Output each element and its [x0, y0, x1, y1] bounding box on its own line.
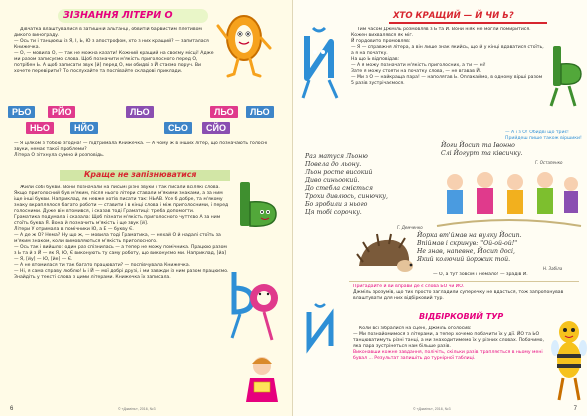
paragraph: Літера О зітхнула сумно й розповідь.: [14, 153, 105, 158]
syllable-cell: НЬО: [26, 122, 54, 134]
paragraph: — Я — справжня літера, а він лише знак якийсь, що й у кінці вдаватися стоїть, а я на початку.: [351, 45, 544, 56]
syllable-cell: РЙО: [48, 106, 75, 118]
short-i-small-icon: [301, 300, 347, 360]
poem-line: До стебла сміється: [305, 185, 373, 192]
paragraph: Жили собі букви. Вони позначали на письмі різні звуки і так писали всілякі слова. Якщо приголосний був м'яким, після нього літери ставали м'якими знаками, а за ним іще інші букви. Наприклад, як невже хотів писати так: НЬАВ. Усе б добре, та м'якому знаку вкраплялося багато роботи — ставити і в кінці слова і між приголосними, і перед голосними. Дуже він втомився, і сказав тоді Граматиці: треба допомогти.: [14, 185, 229, 214]
girl-reading-icon: [238, 352, 286, 406]
footer-copyright: © «Джміль», 2016, №3: [118, 407, 156, 411]
syllable-cell: ЛЬО: [246, 106, 274, 118]
paragraph: — Ми познайомимося з літерами, а тепер хочемо побачити їх у дії. ЙО та ЬО танцюватимуть різні танці, а ми знаходитимемо їх у різних словах. Побачимо, яка пара зустрінеться нам більше разів.: [353, 332, 544, 349]
paragraph: — А не втомилася ти так багато працювати? — поспівчувала Книжечка.: [14, 263, 191, 268]
poem-credit: Н. Забіла: [543, 266, 563, 271]
paragraph: Виконавши кожне завдання, полічіть, скільки разів трапляється в ньому мені бувал ... Результат запишіть до турнірної таблиці.: [353, 350, 543, 361]
page-number: 6: [10, 406, 14, 412]
paragraph: — А я можу позначати м'якість приголосних, а ти — ні!: [351, 63, 486, 68]
section-title: ВІДБІРКОВИЙ ТУР: [419, 312, 504, 321]
poem-line: Повела до льону.: [305, 161, 362, 168]
paragraph: Тим часом Джміль розмовляв з Ь та Й. Вони ніяк не могли помиритися. Кожен вихвалявся як міг.: [351, 27, 531, 38]
paragraph: — А де ж О? Нема? Ну що ж, — мовила тоді Граматика, — нехай О й надалі стоїть за м'яким знаком, коли вимовляються м'якість приголосного.: [14, 233, 221, 244]
poem-line: Впіймав і скринув: "Ой-ой-ой!": [417, 240, 518, 247]
footer-copyright: © «Джміль», 2016, №3: [413, 407, 451, 411]
right-title: ХТО КРАЩИЙ — Й ЧИ Ь?: [393, 11, 514, 21]
left-section2-text: [14, 185, 230, 395]
children-group-illustration: [433, 166, 585, 232]
poem-line: Слі Йогурт та ківсичку.: [441, 150, 523, 157]
poem-line: Йорка вт'ймав на вулку Йосип.: [417, 232, 522, 239]
paragraph: Зате я можу стояти на початку слова, — не вгавав Й.: [351, 69, 482, 74]
right-section2-text: [353, 326, 553, 404]
paragraph: — Ні, я сама справу люблю! Ь і Й — мої добрі друзі, і ми завжди із ним разом працюємо.: [14, 269, 229, 274]
poem-line: Бо зробили з нього: [305, 201, 368, 208]
poem-credit: Г. Остапенко: [535, 160, 563, 165]
hedgehog-icon: [353, 232, 415, 278]
right-title-underline: [389, 22, 547, 24]
letter-o-character-icon: [214, 8, 274, 80]
poem-line: Льон росте високий: [305, 169, 373, 176]
divider: [349, 281, 579, 282]
page-number: 7: [573, 406, 577, 412]
paragraph: — Я цілком з тобою згодна! — підтримала Книжечка. — А чому ж в інших літер, що позначають голосні звуки, немає такої проблеми?: [14, 141, 268, 152]
poem-line: Диво синьоокий.: [305, 177, 360, 184]
paragraph: Літери У отримала в помічники Ю, а Е — букву Є.: [14, 227, 134, 232]
dancing-letters-icon: [226, 262, 288, 348]
poem-credit: Г. Демченко: [397, 225, 423, 230]
syllable-cell: СЬО: [164, 122, 192, 134]
syllable-cell: НЙО: [70, 122, 98, 134]
paragraph: На що Ь відповідав:: [351, 57, 400, 62]
left-title: ЗІЗНАННЯ ЛІТЕРИ О: [63, 10, 173, 21]
paragraph: — Ми з О — найкраща пара! — наполягав Ь. Оплакаймо, в одному вірші разом 5 разів зустрічаємося.: [351, 75, 543, 86]
paragraph: Коли всі зібралися на сцені, Джміль оголосив:: [359, 326, 472, 331]
poem-line: Йоги Йосип та Івонно: [441, 142, 515, 149]
task-note: [353, 284, 581, 310]
paragraph: — Ось так і вийшло: один раз спізнилась — а тепер не можу помічника. Працюю разом з Ь та й з Й — як Я, Ю, Є виконують ту саму роботу, що виконуємо ми. Наприклад, [йа] — Я, [йу] — Ю, [йе] — Є.: [14, 245, 227, 262]
sidebar-note: — А і з О! Обидві що триє! Прийдеш пише також віршики!: [505, 130, 582, 141]
soft-sign-character-icon: [232, 178, 288, 238]
syllable-cell: ЛЬО: [126, 106, 154, 118]
poem-llon: [305, 153, 425, 217]
bumblebee-character-icon: [551, 316, 587, 406]
after-poem-line: — О, а тут зовсім і немало! — зрадів Й.: [433, 272, 528, 277]
short-i-character-icon: [297, 22, 349, 102]
poem-line: Не знав, напевне, Йосип досі,: [417, 248, 515, 255]
task-bullet: Пригадайте й ви вправи де є слова БО чи ЙО.: [353, 284, 465, 289]
paragraph: Джміль зрозумів, що тих просто загладили суперечку не вдасться, тож запропонував влаштувати для них відбірковий тур.: [353, 290, 564, 301]
poem-yogurt: [441, 142, 581, 158]
soft-sign-character-icon: [547, 40, 587, 110]
paragraph: Й гордовито промовляв:: [351, 39, 411, 44]
paragraph: Дівчатка влаштувалися в затишній альтанці, обвитій барвистим плетивом дикого винограду.: [14, 27, 202, 38]
syllable-cell: ЛЬО: [210, 106, 238, 118]
poem-line: Раз матуся Льоню: [305, 153, 368, 160]
section-title: Краще не запізнюватися: [84, 170, 197, 179]
paragraph: — О, — мовила О, — так не можна казати! Кожний кращий на своєму місці! Адже ми разом записуємо слова. Щоб позначити м'якість приголосного перед О, потрібен Ь. А щоб записати звук [й] перед О, ми обидві з Й стаємо поруч. Ви хочете перевірити? То послухайте та поспівайте складові приклади.: [14, 51, 214, 74]
poem-line: Який колючий йоржик той.: [417, 256, 511, 263]
paragraph: — Ось ти і танцюєш із Я, І, Ь, Ю з апострофом, хто з них кращий? — запиталася Книжечка.: [14, 39, 209, 50]
syllable-cell: СЙО: [202, 122, 230, 134]
left-page: [0, 0, 293, 416]
left-intro-text: [14, 27, 214, 101]
left-after-grid-text: [14, 141, 279, 167]
paragraph: Знайдіть у тексті слова з цими літерами. Книжечка їх записала.: [14, 275, 171, 280]
syllable-cell: РЬО: [8, 106, 35, 118]
poem-yorzhyk: [417, 232, 585, 264]
poem-line: Трохи дивлюсь, синючку,: [305, 193, 388, 200]
right-page: [293, 0, 587, 416]
poem-line: Ця тобі сорочку.: [305, 209, 362, 216]
paragraph: Граматика подумала і сказала: Щоб пізнати м'якість приголосного чуттєво А за ним стоїть буква Я. Вона й позначить м'якість і ще звук [й].: [14, 215, 221, 226]
